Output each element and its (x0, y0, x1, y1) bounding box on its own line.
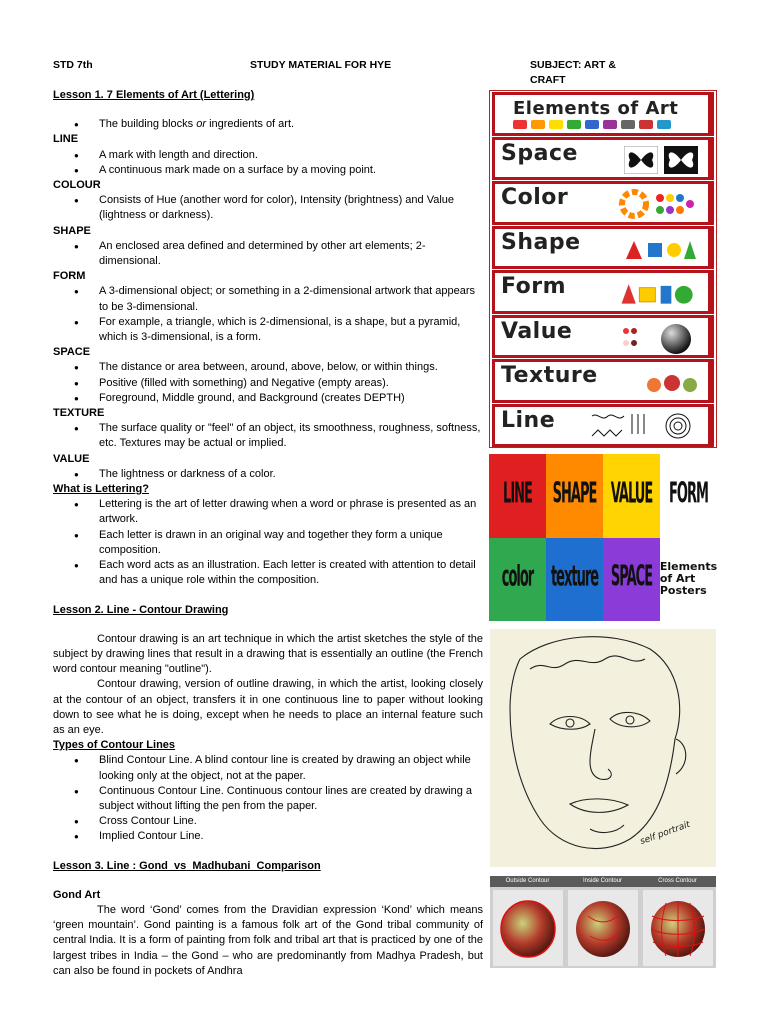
shape-list (53, 239, 483, 269)
colour-heading: COLOUR (53, 179, 101, 192)
poster-band-label: Texture (501, 363, 598, 388)
poster-band-label: Space (501, 140, 578, 166)
lettering-cell-shape: SHAPE (546, 454, 603, 538)
contour-types-list (53, 753, 483, 844)
list-item: ● An enclosed area defined and determined by other art elements; 2-dimensional. (53, 239, 483, 269)
lettering-posters (489, 454, 717, 621)
list-item: ● Cross Contour Line. (53, 814, 483, 829)
list-item: ● Positive (filled with something) and Negative (empty areas). (53, 376, 483, 391)
shapes-icon (618, 234, 698, 264)
poster-band-line (492, 404, 714, 448)
lettering-cell-form: FORM (660, 454, 717, 538)
lesson1-title: Lesson 1. 7 Elements of Art (Lettering) (53, 89, 255, 101)
poster-band-label: Color (501, 185, 569, 210)
elements-of-art-poster (489, 90, 717, 448)
cross-contour-label: Cross Contour (658, 878, 697, 884)
poster-band-title (492, 92, 714, 136)
apple-contour-comparison (490, 876, 716, 968)
solid-forms-icon (618, 278, 698, 308)
list-item: ● Foreground, Middle ground, and Background (creates DEPTH) (53, 391, 483, 406)
poster-band-space (492, 137, 714, 181)
space-heading: SPACE (53, 346, 91, 359)
portrait-signature: self portrait (638, 819, 692, 848)
value-list (53, 467, 483, 482)
apples-icon (490, 876, 716, 968)
list-item: ● A continuous mark made on a surface by a moving point. (53, 163, 483, 178)
poster-band-texture (492, 359, 714, 403)
texture-heading: TEXTURE (53, 407, 105, 420)
list-item: ● Each word acts as an illustration. Each letter is created with attention to detail and has a unique role within the composition. (53, 558, 483, 588)
shape-heading: SHAPE (53, 224, 91, 237)
poster-band-label: Elements of Art (513, 98, 679, 119)
form-heading: FORM (53, 270, 86, 283)
poster-band-color (492, 181, 714, 225)
list-item: ● Continuous Contour Line. Continuous contour lines are created by drawing a subject without lifting the pen from the paper. (53, 784, 483, 814)
value-sphere-icon (618, 323, 698, 353)
poster-band-label: Shape (501, 229, 581, 255)
colour-list (53, 193, 483, 223)
subject-label: SUBJECT: ART & CRAFT (530, 59, 616, 87)
text-column (53, 88, 483, 979)
line-types-icon (588, 412, 698, 442)
poster-band-shape (492, 226, 714, 270)
portrait-sketch-icon (490, 629, 716, 867)
page-header (53, 58, 653, 87)
gond-heading: Gond Art (53, 888, 101, 901)
poster-band-form (492, 270, 714, 314)
line-heading: LINE (53, 133, 79, 146)
poster-band-label: Value (501, 318, 573, 344)
list-item: ● Implied Contour Line. (53, 829, 483, 844)
line-list (53, 148, 483, 178)
material-title: STUDY MATERIAL FOR HYE (250, 59, 392, 71)
contour-types-heading: Types of Contour Lines (53, 739, 176, 752)
poster-band-label: Form (501, 274, 567, 299)
lesson3-title: Lesson 3. Line : Gond_vs_Madhubani_Comparison (53, 859, 321, 872)
list-item: ● Blind Contour Line. A blind contour line is created by drawing an object while looking only at the object, not at the paper. (53, 753, 483, 783)
list-item: ● A 3-dimensional object; or something in a 2-dimensional artwork that appears to be 3-dimensional. (53, 284, 483, 314)
outside-contour-label: Outside Contour (505, 878, 550, 884)
intro-list (53, 117, 483, 132)
color-swatches-icon (513, 120, 671, 130)
lettering-cell-color: color (489, 538, 546, 622)
butterfly-icon (618, 145, 698, 175)
list-item: ● For example, a triangle, which is 2-dimensional, is a shape, but a pyramid, which is 3-dimensional, is a form. (53, 315, 483, 345)
texture-list (53, 421, 483, 451)
class-label: STD 7th (53, 59, 93, 71)
poster-band-value (492, 315, 714, 359)
inside-contour-label: Inside Contour (582, 878, 623, 884)
list-item: ● The building blocks or ingredients of art. (53, 117, 483, 132)
contour-paragraph-1: Contour drawing is an art technique in which the artist sketches the style of the subject by drawing lines that result in a drawing that is essentially an outline (the French word contour meaning "outline"). (53, 632, 483, 676)
lettering-list (53, 497, 483, 588)
lettering-cell-line: LINE (489, 454, 546, 538)
lettering-heading: What is Lettering? (53, 483, 149, 496)
poster-band-label: Line (501, 407, 556, 433)
lettering-cell-space: SPACE (603, 538, 660, 622)
list-item: ● Lettering is the art of letter drawing when a word or phrase is presented as an artwork. (53, 497, 483, 527)
lettering-cell-texture: texture (546, 538, 603, 622)
color-wheel-icon (618, 189, 698, 219)
list-item: ● The surface quality or "feel" of an object, its smoothness, roughness, softness, etc. Textures may be actual or implied. (53, 421, 483, 451)
list-item: ● A mark with length and direction. (53, 148, 483, 163)
list-item: ● Each letter is drawn in an original way and together they form a unique composition. (53, 528, 483, 558)
space-list (53, 360, 483, 406)
contour-self-portrait (490, 629, 716, 867)
gond-paragraph: The word ‘Gond’ comes from the Dravidian expression ‘Kond’ which means ‘green mountain’. Gond painting is a famous folk art of the Gond tribal community of central India. It is a form of painting from folk and tribal art that is practiced by one of the largest tribes in India – the Gond – who are predominantly from Madhya Pradesh, but can also be found in pockets of Andhra (53, 903, 483, 977)
lettering-cell-value: VALUE (603, 454, 660, 538)
form-list (53, 284, 483, 345)
contour-paragraph-2: Contour drawing, version of outline drawing, in which the artist, looking closely at the contour of an object, transfers it in one continuous line to paper without looking down to see what he is doing, except when he needs to place an internal feature such as an eye. (53, 678, 483, 736)
list-item: ● Consists of Hue (another word for color), Intensity (brightness) and Value (lightness or darkness). (53, 193, 483, 223)
lettering-cell-caption: Elements of Art Posters (660, 538, 717, 622)
lesson2-title: Lesson 2. Line - Contour Drawing (53, 603, 229, 616)
value-heading: VALUE (53, 452, 90, 465)
list-item: ● The lightness or darkness of a color. (53, 467, 483, 482)
texture-balls-icon (642, 367, 702, 397)
list-item: ● The distance or area between, around, above, below, or within things. (53, 360, 483, 375)
